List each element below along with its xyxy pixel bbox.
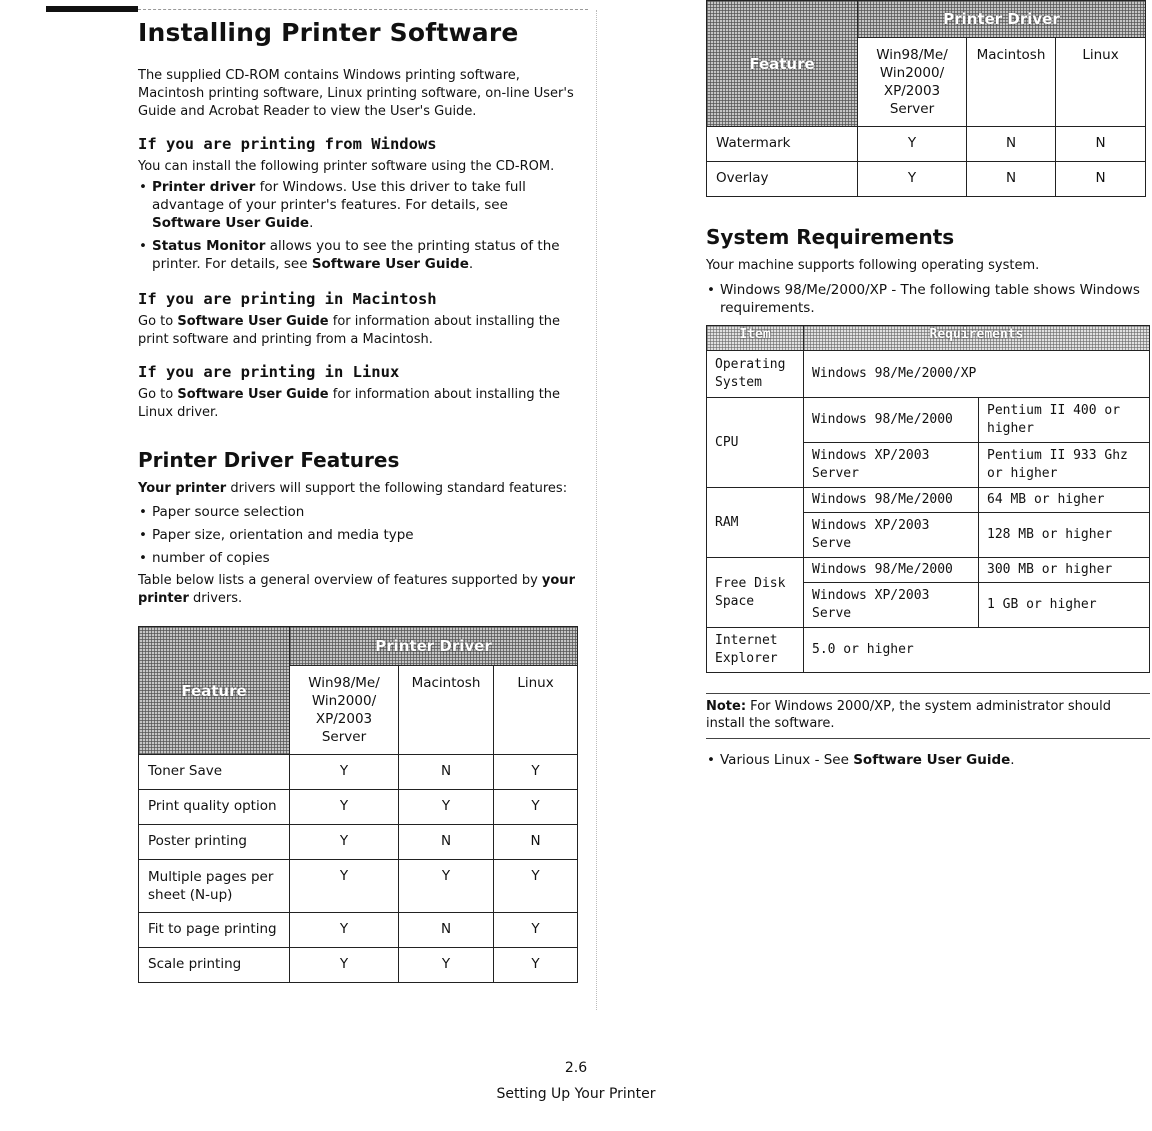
note-label: Note: [706,699,747,714]
windows-heading: If you are printing from Windows [138,135,437,153]
note-box [706,693,1150,739]
table-row: Internet Explorer 5.0 or higher [707,628,1150,673]
requirements-table [706,325,1150,673]
features-intro: Your printer drivers will support the following standard features: [138,481,568,496]
features-heading: Printer Driver Features [138,448,400,472]
section-footer: Setting Up Your Printer [496,1086,656,1102]
intro-paragraph: The supplied CD-ROM contains Windows printing software, Macintosh printing software, Linux printing software, on-line User's Guide and Acrobat Reader to view the User's Guide. [138,68,574,119]
feature-bullet: • Paper source selection [138,503,578,521]
linux-heading: If you are printing in Linux [138,363,400,381]
table-row: Fit to page printing Y N Y [139,913,578,948]
table-row: Multiple pages per sheet (N-up) Y Y Y [139,860,578,913]
windows-bullets [138,178,578,273]
table-row: CPU Windows 98/Me/2000 Pentium II 400 or higher [707,398,1150,443]
table-row: Print quality option Y Y Y [139,790,578,825]
linux-text: Go to Software User Guide for information about installing the Linux driver. [138,387,561,420]
col-header-linux: Linux [1056,38,1146,127]
system-bullets [706,281,1150,317]
note-text: For Windows 2000/XP, the system administrator should install the software. [706,699,1111,731]
page-title: Installing Printer Software [138,18,519,47]
table-row: Windows XP/2003 Server Pentium II 933 Ghz or higher [707,443,1150,488]
table-intro: Table below lists a general overview of features supported by your printer drivers. [138,573,575,606]
bullet-status-monitor: • Status Monitor allows you to see the printing status of the printer. For details, see Software User Guide. [138,237,578,273]
col-header-macintosh: Macintosh [967,38,1056,127]
col-header-macintosh: Macintosh [399,666,494,755]
table-row: Scale printing Y Y Y [139,948,578,983]
table-row: Watermark Y N N [707,127,1146,162]
table-row: Overlay Y N N [707,162,1146,197]
system-requirements-heading: System Requirements [706,225,955,249]
table-row: Free Disk Space Windows 98/Me/2000 300 MB or higher [707,558,1150,583]
table-row: Windows XP/2003 Serve 1 GB or higher [707,583,1150,628]
system-intro: Your machine supports following operating system. [706,258,1040,273]
bullet-printer-driver: • Printer driver for Windows. Use this driver to take full advantage of your printer's features. For details, see Software User Guide. [138,178,578,232]
driver-features-table-continued [706,0,1146,197]
left-column [138,14,578,983]
features-bullets [138,503,578,567]
table-row: Poster printing Y N N [139,825,578,860]
printer-driver-header: Printer Driver [858,1,1146,38]
feature-header: Feature [707,1,858,127]
col-header-linux: Linux [494,666,578,755]
col-header-windows: Win98/Me/ Win2000/ XP/2003 Server [290,666,399,755]
col-header-windows: Win98/Me/ Win2000/ XP/2003 Server [858,38,967,127]
header-rule-thin [138,9,588,10]
linux-bullets [706,751,1150,769]
printer-driver-header: Printer Driver [290,627,578,666]
table-row: RAM Windows 98/Me/2000 64 MB or higher [707,488,1150,513]
table-row: Operating System Windows 98/Me/2000/XP [707,351,1150,398]
feature-bullet: • number of copies [138,549,578,567]
table-row: Windows XP/2003 Serve 128 MB or higher [707,513,1150,558]
page-number: 2.6 [564,1060,588,1076]
mac-heading: If you are printing in Macintosh [138,290,437,308]
right-column [706,0,1150,774]
mac-text: Go to Software User Guide for information about installing the print software and printing from a Macintosh. [138,314,561,347]
column-divider [596,10,597,1010]
windows-requirements-bullet: • Windows 98/Me/2000/XP - The following table shows Windows requirements. [706,281,1150,317]
feature-header: Feature [139,627,290,755]
driver-features-table [138,626,578,983]
requirements-header: Requirements [804,326,1150,351]
item-header: Item [707,326,804,351]
various-linux-bullet: • Various Linux - See Software User Guide. [706,751,1150,769]
header-rule-thick [46,6,138,12]
feature-bullet: • Paper size, orientation and media type [138,526,578,544]
table-row: Toner Save Y N Y [139,755,578,790]
windows-text: You can install the following printer software using the CD-ROM. [138,159,555,174]
